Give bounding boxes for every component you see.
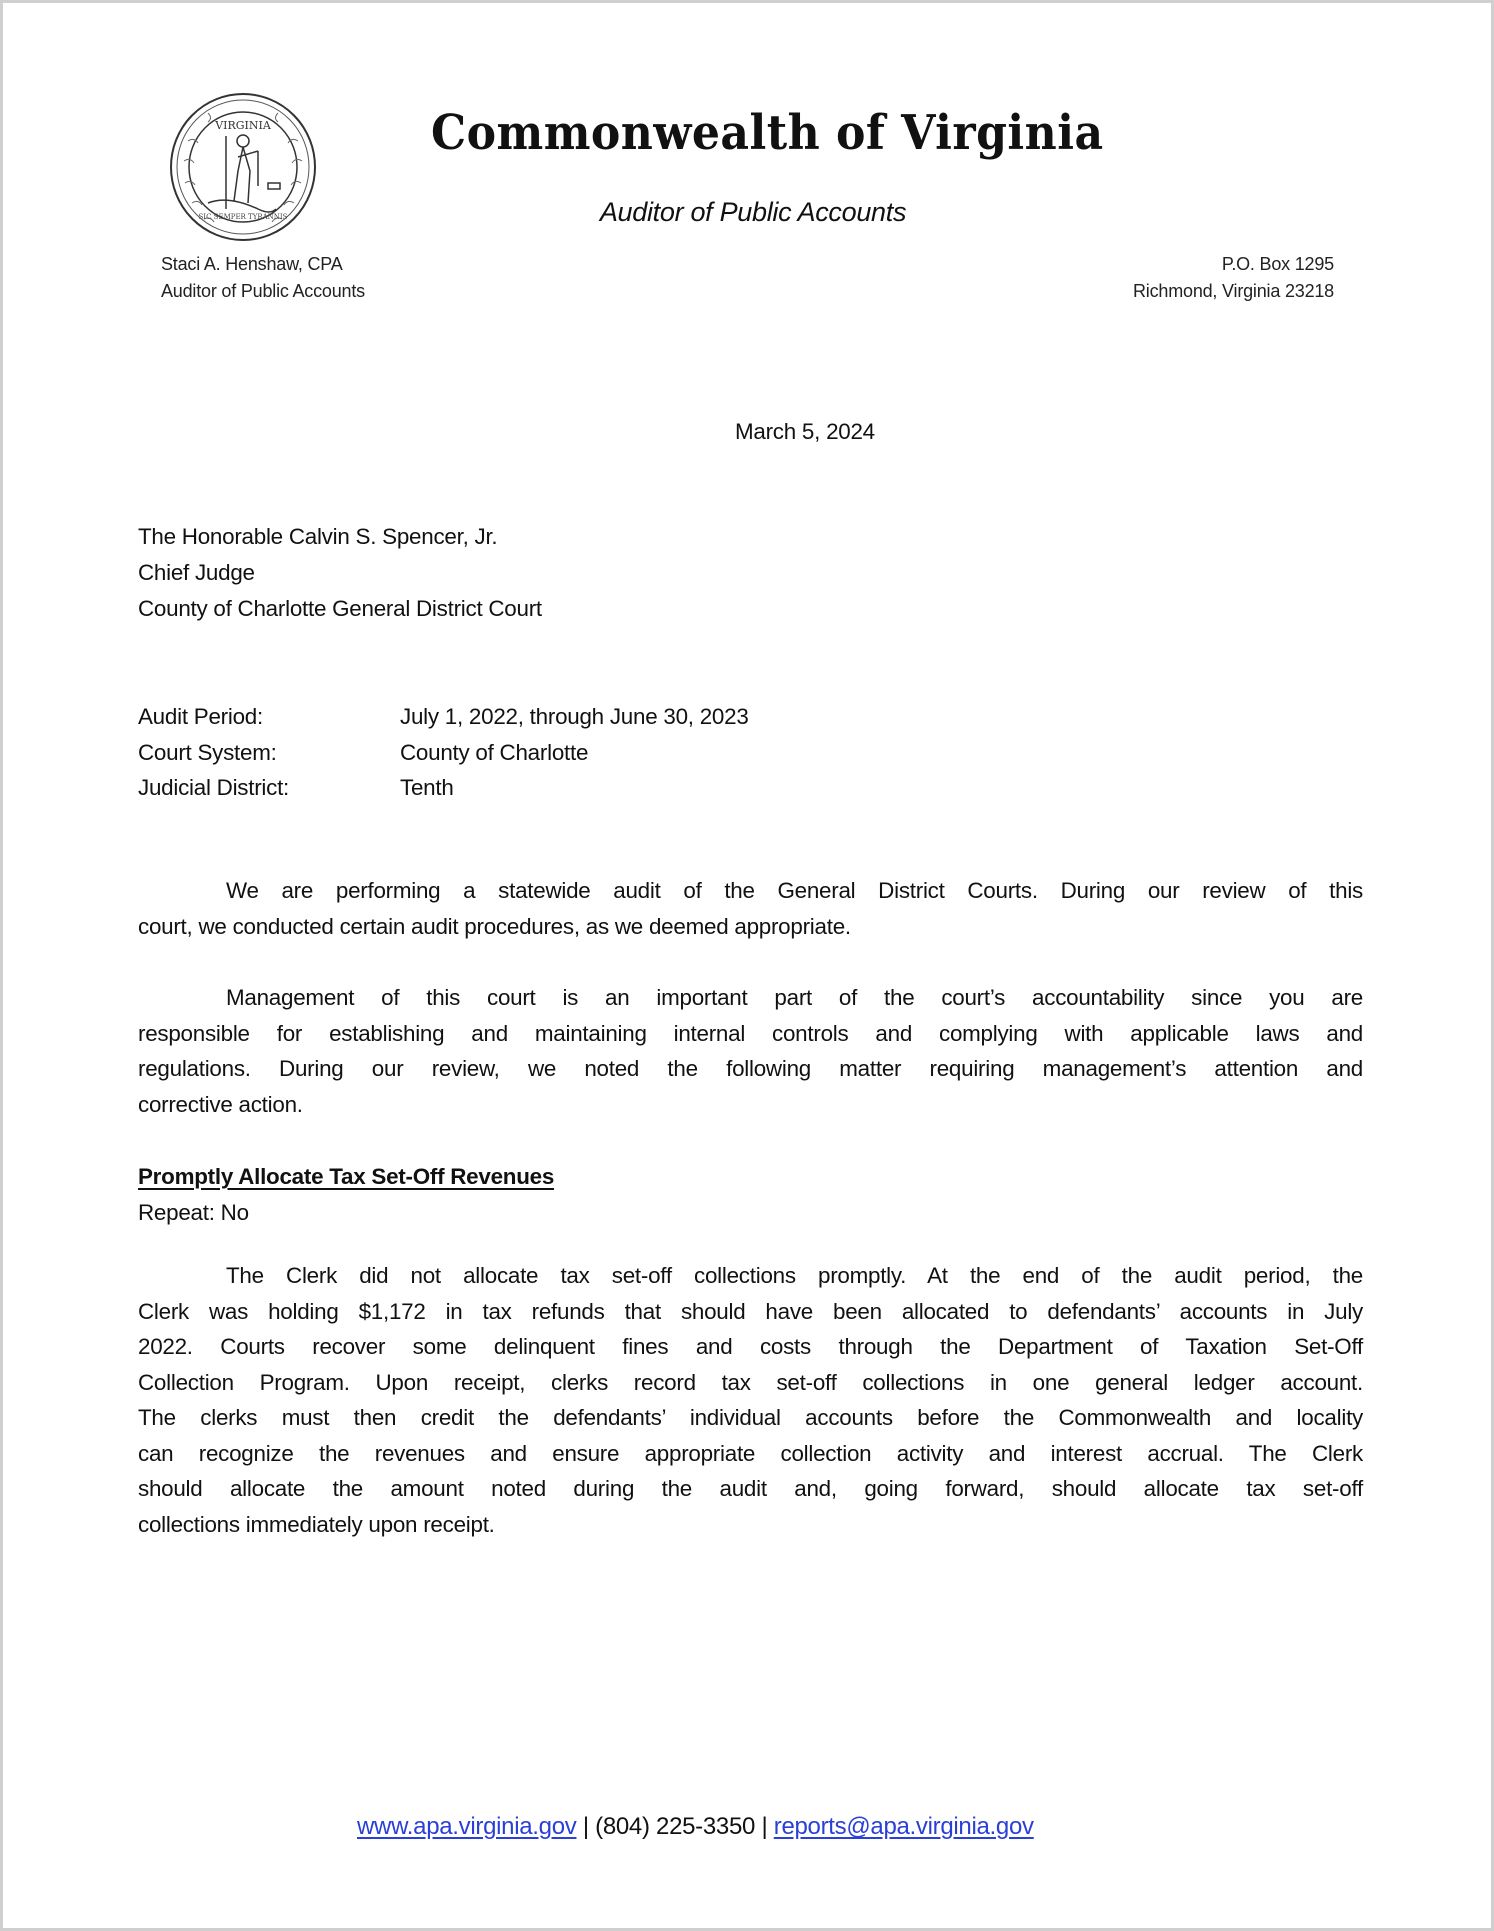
judicial-district-label: Judicial District: xyxy=(138,775,290,800)
seal-motto-text: SIC SEMPER TYRANNIS xyxy=(198,213,288,221)
addressee-title: Chief Judge xyxy=(138,560,255,585)
paragraph-line: regulations. During our review, we noted the following matter requiring management’s attention and xyxy=(138,1056,1363,1081)
footer-contact xyxy=(357,1813,1034,1841)
audit-period-label: Audit Period: xyxy=(138,704,263,729)
paragraph-line: court, we conducted certain audit procedures, as we deemed appropriate. xyxy=(138,914,851,939)
paragraph-line: can recognize the revenues and ensure appropriate collection activity and interest accrual. The Clerk xyxy=(138,1441,1363,1466)
footer-separator: | xyxy=(582,1813,589,1840)
letter-date: March 5, 2024 xyxy=(735,419,875,444)
virginia-seal-icon xyxy=(168,91,318,243)
judicial-district-value: Tenth xyxy=(400,775,454,800)
po-box: P.O. Box 1295 xyxy=(1221,254,1334,274)
finding-repeat-status: Repeat: No xyxy=(138,1200,249,1225)
paragraph-line: Management of this court is an important part of the court’s accountability since you are xyxy=(226,985,1363,1010)
addressee-court: County of Charlotte General District Court xyxy=(138,596,542,621)
paragraph-line: The Clerk did not allocate tax set-off collections promptly. At the end of the audit period, the xyxy=(226,1263,1363,1288)
city-address: Richmond, Virginia 23218 xyxy=(1133,281,1334,301)
footer-separator: | xyxy=(761,1813,768,1840)
paragraph-line: The clerks must then credit the defendants’ individual accounts before the Commonwealth and locality xyxy=(138,1405,1363,1430)
paragraph-line: We are performing a statewide audit of the General District Courts. During our review of this xyxy=(226,878,1363,903)
addressee-name: The Honorable Calvin S. Spencer, Jr. xyxy=(138,524,498,549)
letterhead-subtitle: Auditor of Public Accounts xyxy=(599,197,907,227)
paragraph-line: responsible for establishing and maintaining internal controls and complying with applicable laws and xyxy=(138,1021,1363,1046)
court-system-value: County of Charlotte xyxy=(400,740,589,765)
audit-period-value: July 1, 2022, through June 30, 2023 xyxy=(400,704,749,729)
paragraph-line: collections immediately upon receipt. xyxy=(138,1512,495,1537)
finding-heading: Promptly Allocate Tax Set-Off Revenues xyxy=(138,1164,555,1189)
phone-number: (804) 225-3350 xyxy=(595,1813,756,1840)
paragraph-line: corrective action. xyxy=(138,1092,303,1117)
paragraph-line: Collection Program. Upon receipt, clerks record tax set-off collections in one general ledger account. xyxy=(138,1370,1363,1395)
paragraph-line: Clerk was holding $1,172 in tax refunds that should have been allocated to defendants’ accounts in July xyxy=(138,1299,1363,1324)
auditor-title: Auditor of Public Accounts xyxy=(161,281,365,301)
website-link[interactable]: www.apa.virginia.gov xyxy=(357,1813,577,1840)
paragraph-line: should allocate the amount noted during the audit and, going forward, should allocate tax set-off xyxy=(138,1476,1363,1501)
court-system-label: Court System: xyxy=(138,740,277,765)
paragraph-line: 2022. Courts recover some delinquent fines and costs through the Department of Taxation Set-Off xyxy=(138,1334,1363,1359)
letterhead-title: Commonwealth of Virginia xyxy=(431,105,1104,161)
auditor-name: Staci A. Henshaw, CPA xyxy=(161,254,343,274)
email-link[interactable]: reports@apa.virginia.gov xyxy=(773,1813,1034,1840)
seal-top-text: VIRGINIA xyxy=(215,119,271,132)
